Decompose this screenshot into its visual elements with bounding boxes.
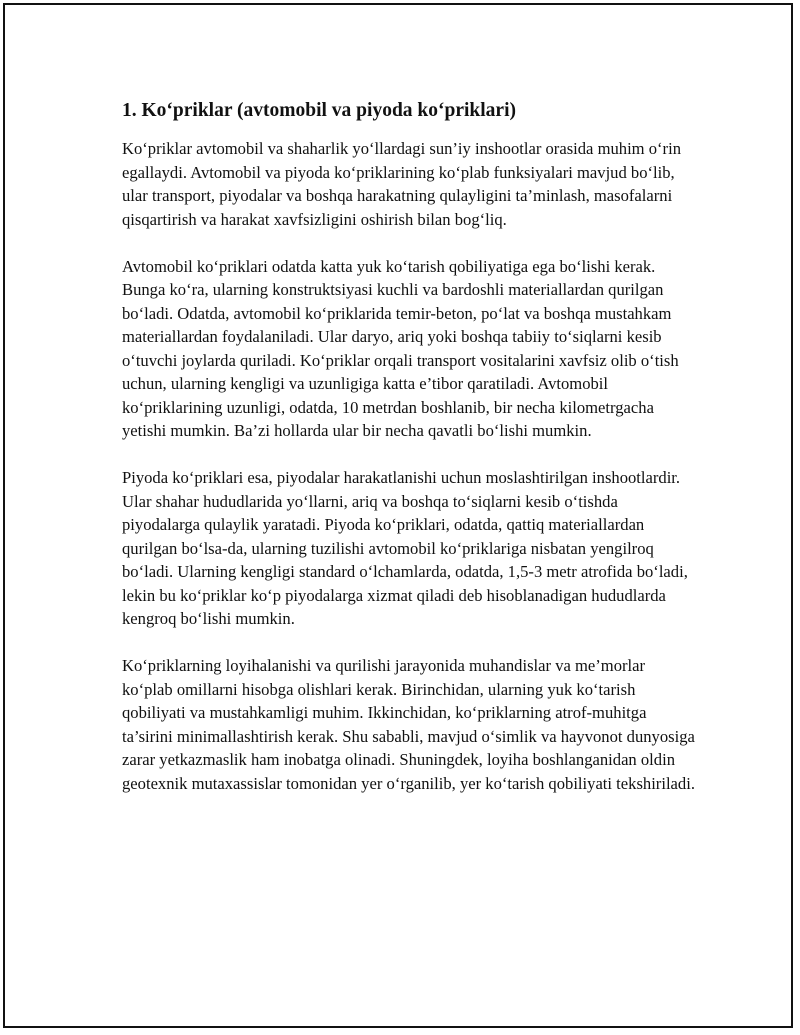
paragraph-design-considerations: Ko‘priklarning loyihalanishi va qurilishi jarayonida muhandislar va me’morlar ko‘plab omillarni hisobga olishlari kerak. Birinchidan, ularning yuk ko‘tarish qobiliyati va mustahkamligi muhim. Ikkinchidan, ko‘priklarning atrof-muhitga ta’sirini minimallashtirish kerak. Shu sababli, mavjud o‘simlik va hayvonot dunyosiga zarar yetkazmaslik ham inobatga olinadi. Shuningdek, loyiha boshlanganidan oldin geotexnik mutaxassislar tomonidan yer o‘rganilib, yer ko‘tarish qobiliyati tekshiriladi. xyxy=(122,656,695,793)
paragraph-vehicle-bridges: Avtomobil ko‘priklari odatda katta yuk ko‘tarish qobiliyatiga ega bo‘lishi kerak. Bunga ko‘ra, ularning konstruktsiyasi kuchli va bardoshli materiallardan qurilgan bo‘ladi. Odatda, avtomobil ko‘priklarida temir-beton, po‘lat va boshqa mustahkam materiallardan foydalaniladi. Ular daryo, ariq yoki boshqa tabiiy to‘siqlarni kesib o‘tuvchi joylarda quriladi. Ko‘priklar orqali transport vositalarini xavfsiz olib o‘tish uchun, ularning kengligi va uzunligiga katta e’tibor qaratiladi. Avtomobil ko‘priklarining uzunligi, odatda, 10 metrdan boshlanib, bir necha kilometrgacha yetishi mumkin. Ba’zi hollarda ular bir necha qavatli bo‘lishi mumkin. xyxy=(122,256,679,440)
paragraph-pedestrian-bridges: Piyoda ko‘priklari esa, piyodalar harakatlanishi uchun moslashtirilgan inshootlardir. Ular shahar hududlarida yo‘llarni, ariq va boshqa to‘siqlarni kesib o‘tishda piyodalarga qulaylik yaratadi. Piyoda ko‘priklari, odatda, qattiq materiallardan qurilgan bo‘lsa-da, ularning tuzilishi avtomobil ko‘priklariga nisbatan yengilroq bo‘ladi. Ularning kengligi standard o‘lchamlarda, odatda, 1,5-3 metr atrofida bo‘ladi, lekin bu ko‘priklar ko‘p piyodalarga xizmat qiladi deb hisoblanadigan hududlarda kengroq bo‘lishi mumkin. xyxy=(122,468,688,628)
document-body xyxy=(122,98,697,819)
page-frame xyxy=(3,3,793,1028)
paragraph-intro: Ko‘priklar avtomobil va shaharlik yo‘llardagi sun’iy inshootlar orasida muhim o‘rin egallaydi. Avtomobil va piyoda ko‘priklarining ko‘plab funksiyalari mavjud bo‘lib, ular transport, piyodalar va boshqa harakatning qulayligini ta’minlash, masofalarni qisqartirish va harakat xavfsizligini oshirish bilan bog‘liq. xyxy=(122,139,681,229)
section-title: 1. Ko‘priklar (avtomobil va piyoda ko‘priklari) xyxy=(122,100,516,121)
